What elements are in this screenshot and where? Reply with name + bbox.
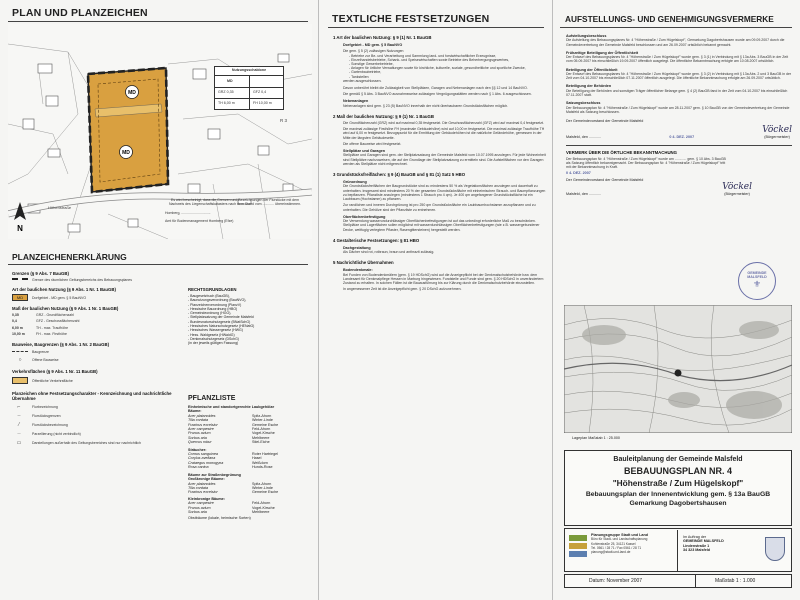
s3-gruen: Grünordnung (343, 180, 367, 185)
legend-symbol-icon: ▭ (16, 440, 22, 447)
s1-list-item: - Betriebe zur Be- und Verarbeitung und Sammlung land- und forstwirtschaftlicher Erzeugnisse, (349, 53, 497, 58)
plant-german: Weißdorn (252, 460, 268, 465)
s2-p4: Stellplätze und Garagen sind gem. der Stellplatzsatzung der Gemeinde Malsfeld vom 10.07.1995 anzulegen. Für jede Wohneinheit sind Stellplätze nachzuweisen, die auf der Grundlage der Stellplatzsatzung zu ermitteln sind. Die Aufstellflächen vor den Garagen werden als Stellplätze nicht mitgerechnet. (343, 153, 546, 166)
verfahren-block-title: Frühzeitige Beteiligung der Öffentlichkeit (566, 50, 639, 55)
s1-neben: Nebenanlagen (343, 99, 369, 104)
nach-label: Parzellierung (nicht verbindlich) (32, 432, 81, 437)
pflanz-intro: Einheimische und standortgerechte Laubgehölze (188, 405, 275, 409)
s1-p1: Davon unberührt bleibt die Zulässigkeit von Stellplätzen, Garagen und Nebenanlagen nach den §§ 12 und 14 BauNVO. (343, 86, 528, 91)
legend-bauweise-title: Bauweise, Baugrenzen (§ 9 Abs. 1 Nr. 2 BauGB) (12, 342, 110, 348)
rechts-item: - Hessisches Naturschutzgesetz (HENatG) (188, 324, 255, 329)
plant-german: Vogel-Kirsche (252, 505, 275, 510)
s1-list-item: Die gem. § 5 (2) zulässigen Nutzungen (343, 49, 404, 54)
legend-list: Grenzen (§ 9 Abs. 7 BauGB) Grenze des räumlichen Geltungsbereichs des Bebauungsplanes Art der baulichen Nutzung (§ 9 Abs. 1 Nr. 1 BauGB) MD Dorfgebiet - MD gem. § 5 BauNVO Maß der baulichen Nutzung (§ 9 Abs. 1 Nr. 1 BauGB) 0,35 GRZ - Grundflächenzahl 0,4 GFZ - Geschossflächenzahl 6,00 m TH - max. Traufhöhe 10,00 m FH - max. Firsthöhe Bauweise, Baugrenzen (§ 9 Abs. 1 Nr. 2 BauGB) Baugrenze ○ Offene Bauweise Verkehrsflächen (§ 9 Abs. 1 Nr. 11 BauGB) Öffentliche Verkehrsfläche Planzeichen ohne Festsetzungscharakter - Kennzeichnung und nachrichtliche Übernahme ⌐ Flurbezeichnung ┄ Flurstücksgrenzen ⁄ Flurstücksbezeichnung ┈ Parzellierung (nicht verbindlich) ▭ Darstellungen außerhalb des Geltungsbereiches sind nur nachrichtlich (12, 271, 172, 447)
festsetzungen (333, 32, 547, 292)
s3-ober: Oberflächenbefestigung (343, 214, 386, 219)
s1-p2: Die gemäß § 5 Abs. 3 BauNVO ausnahmsweise zulässigen Vergnügungsstätten werden nach § 1 Abs. 6 ausgeschlossen. (343, 92, 532, 97)
s5-p2: In angemessener Zeit ist die Anzeigepflicht gem. § 20 DSchG aufzunehmen. (343, 287, 462, 292)
footer-bar (564, 574, 792, 588)
plant-row (188, 465, 308, 469)
s1-list-item: - Anlagen für örtliche Verwaltungen sowie für kirchliche, kulturelle, soziale, gesundheitliche und sportliche Zwecke, (349, 66, 526, 71)
pflanz-klein-title: Kleinkronige Bäume: (188, 496, 225, 501)
plant-german: Feld-Ahorn (252, 427, 271, 432)
legend-art-text: Dorfgebiet - MD gem. § 5 BauNVO (32, 295, 87, 300)
plant-row (188, 440, 308, 444)
rechts-item: - Denkmalschutzgesetz (DSchG) (188, 336, 239, 341)
sign2-role: (Bürgermeister) (724, 192, 750, 197)
verfahren-block-text: Die Aufstellung des Bebauungsplanes Nr. 4 "Höhenstraße / Zum Hügelskopf", Gemarkung Dagobertshausen wurde am 09.09.2007 durch die Gemeindevertretung der Gemeinde Malsfeld beschlossen und am 26.09.2007 ortsüblich bekannt gemacht. (566, 38, 785, 47)
schablone-gfz: GFZ 0,4 (253, 90, 267, 94)
divider (566, 145, 792, 146)
plant-row (188, 490, 308, 494)
plant-german: Spitz-Ahorn (252, 413, 272, 418)
certification-text: Es wird bescheinigt, dass die Grenzen und Bezeichnungen der Flurstücke mit dem Nachweis des Liegenschaftskatasters nach dem Stand vom ............ übereinstimmen. (168, 198, 302, 207)
schablone-grz: GRZ 0,35 (218, 90, 234, 94)
auftrag-line: 34 323 Malsfeld (683, 548, 711, 553)
divider (8, 21, 308, 22)
office-line: Büro für Stadt- und Landschaftsplanung (591, 537, 648, 542)
rechts-heading: RECHTSGRUNDLAGEN (188, 287, 237, 292)
s2-title: 2 Maß der baulichen Nutzung: § 9 (1) Nr. 1 BauGB (333, 114, 434, 120)
sign1-org: Der Gemeindevorstand der Gemeinde Malsfeld (566, 119, 644, 124)
plant-german: Mehlbeere (252, 435, 270, 440)
plant-german: Roter Hartriegel (252, 452, 279, 457)
plant-german: Hasel (252, 456, 262, 461)
certification-block (165, 198, 305, 223)
verfahren-block-title: Beteiligung der Behörden (566, 84, 612, 89)
fold-line (318, 0, 319, 600)
mass-value: TH - max. Traufhöhe (36, 325, 69, 330)
office-logo (569, 535, 587, 557)
verfahren-block-text: Der Entwurf des Bebauungsplanes Nr. 4 "Höhenstraße / Zum Hügelskopf" wurde gem. § 3 (1) in Verbindung mit § 13a Abs. 3 BauGB in der Zeit vom 05.09.2007 bis einschließlich 19.09.2007 öffentlich ausgelegt. Die öffentliche Bekanntmachung erfolgte am 10.08.2007 ortsüblich. (566, 55, 789, 64)
official-seal: GEMEINDE MALSFELD ⚜ (738, 262, 776, 300)
plant-latin: Tilia cordata (188, 418, 209, 423)
plant-german: Gemeine Esche (252, 490, 279, 495)
office-block (564, 528, 792, 572)
mass-value: FH - max. Firsthöhe (36, 331, 67, 336)
nach-label: Flurstücksgrenzen (32, 414, 61, 419)
legend-heading: PLANZEICHENERKLÄRUNG (12, 252, 127, 262)
zone-label: MD (122, 150, 130, 156)
pflanz-straeucher-title: Sträucher: (188, 447, 207, 452)
plant-german: Winter-Linde (252, 418, 273, 423)
sign2-signature: Vöckel (722, 182, 752, 193)
massstab: Maßstab 1 : 1.000 (715, 578, 756, 584)
legend-verkehr-title: Verkehrsflächen (§ 9 Abs. 1 Nr. 11 BauGB) (12, 369, 98, 375)
legend-grenzen-text: Grenze des räumlichen Geltungsbereichs des Bebauungsplanes (32, 278, 133, 282)
s4-title: 4 Gestalterische Festsetzungen: § 81 HBO (333, 237, 420, 243)
amt-line: Amt für Bodenmanagement Homberg (Efze) (165, 218, 234, 223)
nach-label: Darstellungen außerhalb des Geltungsbereiches sind nur nachrichtlich (32, 441, 141, 446)
office-line: planung@stadt-und-land.de (591, 550, 631, 555)
office-line: Kohlenstraße 25, 34121 Kassel (591, 541, 636, 546)
plant-latin: Fraxinus excelsior (188, 490, 218, 495)
office-line: Tel. 0561 / 28 71 / Fax 0561 / 28 71 (591, 545, 642, 550)
s4-p1: Als Dächer sind rot, rotbraun, braun und anthrazit zulässig. (343, 250, 435, 255)
fold-line (552, 0, 553, 600)
datum: Datum: November 2007 (589, 578, 643, 584)
plant-latin: Quercus robur (188, 440, 212, 445)
homberg-line: Homberg, .............................. (165, 211, 211, 216)
legend-symbol-icon: ┄ (17, 413, 21, 420)
legend-mass-row (12, 326, 172, 330)
plant-latin: Acer campestre (188, 501, 214, 506)
auftrag-line: Im Auftrag der (683, 535, 707, 539)
legend-art-title: Art der baulichen Nutzung (§ 9 Abs. 1 Nr. 1 BauGB) (12, 287, 116, 293)
plant-latin: Acer platanoides (188, 481, 216, 486)
plant-latin: Acer platanoides (188, 413, 216, 418)
plant-german: Hunds-Rose (252, 465, 273, 470)
s4-dach: Dachgestaltung (343, 245, 371, 250)
s3-title: 3 Grundstücksfreiflächen: § 9 (4) BauGB und § 81 (1) Satz 5 HBO (333, 172, 466, 178)
title-l1: Bauleitplanung der Gemeinde Malsfeld (613, 456, 743, 463)
verfahren-block-title: Beteiligung der Öffentlichkeit (566, 67, 618, 72)
vermerk-text: Der Bebauungsplan Nr. 4 "Höhenstraße / Zum Hügelskopf" wurde am ............ gem. § 10 Abs. 3 BauGB als Satzung öffentlich bekanntgemacht. Der Bebauungsplan Nr. 4 "Höhenstraße / Zum Hügelskopf" tritt mit der Bekanntmachung in Kraft. (566, 156, 726, 170)
legend-symbol-icon: ┈ (17, 431, 21, 438)
text-heading: TEXTLICHE FESTSETZUNGEN (332, 13, 490, 25)
street-label: Höhenstraße (48, 205, 72, 210)
sign1-signature: Vöckel (762, 125, 792, 136)
legend-mass-title: Maß der baulichen Nutzung (§ 9 Abs. 1 Nr. 1 BauGB) (12, 306, 119, 312)
legend-mass-row (12, 319, 172, 323)
s2-p3: Die offene Bauweise wird festgesetzt. (343, 141, 402, 146)
rechts-item: - Hess. Waldgesetz (HWaldG) (188, 332, 235, 337)
divider (560, 27, 792, 28)
verfahren-block-text: Der Entwurf des Bebauungsplanes Nr. 4 "Höhenstraße / Zum Hügelskopf" wurde gem. § 3 (2) in Verbindung mit § 13a Abs. 2 und 3 BauGB in der Zeit vom 04.10.2007 bis einschließlich 07.11.2007 öffentlich ausgelegt. Die öffentliche Bekanntmachung erfolgte am 26.09.2007 ortsüblich. (566, 72, 792, 81)
legend-nach-row (12, 431, 172, 437)
plan-heading: PLAN UND PLANZEICHEN (12, 7, 148, 19)
municipal-crest-icon (765, 537, 785, 561)
s3-p1: Die Grundstücksfreiflächen der Baugrundstücke sind zu mindestens 50 % als Vegetationsflächen anzulegen und dauerhaft zu unterhalten. Insgesamt sind mindestens 20 % der gesamten Grundstücksfläche mit einheimischen Strauch- und Baumpflanzungen zu bepflanzen. Pflanzliste anzulegen (mindestens 1 Strauch pro 4 qm). Je 400 qm angefangener Grundstücksfläche ist ein Laubbaum (Hochstamm) zu pflanzen. (343, 184, 546, 202)
nach-label: Flurbezeichnung (32, 405, 58, 410)
legend-mass-row (12, 313, 172, 317)
plant-row (188, 510, 308, 514)
stamp-date-1: 0 4. DEZ. 2007 (669, 135, 695, 140)
sign1-role: (Bürgermeister) (764, 135, 790, 140)
stamp-date-2: 0 4. DEZ. 2007 (566, 171, 591, 176)
mass-key: 10,00 m (12, 331, 25, 336)
divider (328, 27, 544, 28)
schablone-title: Nutzungsschablone (231, 68, 267, 72)
auftrag-line: Lindenstraße 1 (683, 543, 710, 548)
rechts-item: - Stellplatzsatzung der Gemeinde Malsfeld (188, 315, 254, 320)
s2-stell: Stellplätze und Garagen (343, 149, 386, 154)
legend-nach-row (12, 440, 172, 446)
plant-german: Stiel-Eiche (252, 440, 270, 445)
plant-german: Spitz-Ahorn (252, 481, 272, 486)
plant-latin: Prunus avium (188, 505, 211, 510)
mass-key: 0,4 (12, 319, 17, 324)
pflanz-obst: Obstbäume (lokale, heimische Sorten) (188, 516, 251, 521)
pflanz-strassen-title: Bäume zur Straßenbegrünung (188, 472, 241, 477)
flur-label: R 3 (280, 118, 288, 123)
plant-latin: Rosa canina (188, 465, 209, 470)
nach-label: Flurstücksbezeichnung (32, 423, 68, 428)
s2-p2: Die maximal zulässige Firsthöhe FH (maximale Gebäudehöhe) wird auf 10,00 m festgesetzt. Die maximal zulässige Traufhöhe TH wird auf 6,00 m festgesetzt. Bezugspunkt für die Ermittlung der Gebäudehöhen ist die natürliche Geländehöhe, gemessen in der Mitte der längsten Gebäudeseite. (343, 127, 545, 140)
mass-value: GRZ - Grundflächenzahl (36, 313, 74, 318)
legend-nach-title: Planzeichen ohne Festsetzungscharakter - Kennzeichnung und nachrichtliche Übernahme (12, 391, 172, 402)
rechts-item: - Bundesnaturschutzgesetz (BNatSchG) (188, 319, 251, 324)
legend-nach-row (12, 422, 172, 428)
verfahren-block-title: Satzungsbeschluss (566, 101, 601, 106)
s1-list-item: - Einzelhandelsbetriebe, Schank- und Speisewirtschaften sowie Betriebe des Beherbergungsgewerbes, (349, 57, 510, 62)
s2-p1: Die Grundflächenzahl (GRZ) wird auf maximal 0,35 festgesetzt. Die Geschossflächenzahl (GFZ) wird auf maximal 0,4 festgesetzt. (343, 121, 544, 126)
plant-german: Gemeine Esche (252, 422, 279, 427)
verfahren-block (566, 34, 792, 47)
legend-grenzen-title: Grenzen (§ 9 Abs. 7 BauGB) (12, 271, 69, 276)
auftrag-line: GEMEINDE MALSFELD (683, 539, 724, 544)
s1-list-item: - Sonstige Gewerbebetriebe, (349, 62, 394, 67)
mass-key: 6,00 m (12, 325, 23, 330)
title-l4: Bebauungsplan der Innenentwicklung gem. § 13a BauGB (585, 491, 771, 498)
location-map (564, 305, 792, 433)
north-label: N (17, 224, 23, 233)
pflanz-gross-title: Großkronige Bäume: (188, 477, 225, 482)
mass-key: 0,35 (12, 313, 19, 318)
plant-german: Winter-Linde (252, 485, 273, 490)
plant-latin: Corylus avellana (188, 456, 216, 461)
s1-list-item: - Gartenbaubetriebe, (349, 70, 382, 75)
lageplan-caption: Lageplan Maßstab 1 : 25.000 (572, 436, 620, 440)
pflanzliste (188, 395, 308, 521)
schablone-md: MD (227, 79, 233, 83)
sign2-org: Der Gemeindevorstand der Gemeinde Malsfeld (566, 177, 644, 182)
s5-title: 5 Nachrichtliche Übernahmen (333, 260, 394, 266)
rechts-item: - Hessisches Wassergesetz (HWG) (188, 328, 243, 333)
legend-symbol-icon: ⌐ (17, 404, 21, 411)
legend-baugrenze: Baugrenze (32, 350, 49, 355)
s1-list-item: - Tankstellen (349, 74, 369, 79)
verfahren-heading: AUFSTELLUNGS- UND GENEHMIGUNGSVERMERKE (565, 14, 774, 24)
plant-latin: Tilia cordata (188, 485, 209, 490)
rechts-item: - Gemeindeordnung (HGO), (188, 311, 232, 316)
plant-german: Feld-Ahorn (252, 501, 271, 506)
verfahren-block-text: Die Beteiligung der Behörden und sonstigen Träger öffentlicher Belange gem. § 4 (2) BauGB fand in der Zeit vom 04.10.2007 bis einschließlich 07.11.2007 statt. (566, 88, 788, 98)
verfahren-block-title: Aufstellungsbeschluss (566, 34, 607, 38)
s3-p3: Die Verwendung wasserundurchlässiger Oberflächenbefestigungen ist auf das unbedingt erforderliche Maß zu beschränken. Stellplätze und Lagerflächen sollen möglichst mit wasserdurchlässigen Oberflächenbefestigungen (wie z.B. wassergebundener Decke, weitfugig verlegtem Pflaster, Rasengittersteinen) hergestellt werden. (343, 219, 540, 232)
title-block (564, 450, 792, 526)
plant-latin: Crataegus monogyna (188, 460, 224, 465)
title-l5: Gemarkung Dagobertshausen (629, 500, 727, 507)
rechts-item: - Hessische Bauordnung (HBO) (188, 306, 238, 311)
s1-sub: Dorfgebiet - MD gem. § 5 BauNVO (343, 43, 403, 47)
plant-latin: Cornus sanguinea (188, 452, 218, 457)
verfahren-block (566, 101, 792, 114)
plant-latin: Sorbus aria (188, 509, 207, 514)
legend-verkehr-text: Öffentliche Verkehrsfläche (32, 378, 73, 383)
vermerk-title: VERMERK ÜBER DIE ÖRTLICHE BEKANNTMACHUNG (566, 149, 678, 155)
s1-list-item: werden ausgeschlossen. (343, 78, 382, 83)
legend-nach-row (12, 413, 172, 419)
plant-german: Vogel-Kirsche (252, 431, 275, 436)
verfahren-block (566, 68, 792, 81)
sign1-place: Malsfeld, den ............ (566, 135, 602, 140)
nutzungsschablone (214, 66, 284, 110)
plant-latin: Acer campestre (188, 427, 214, 432)
plant-latin: Sorbus aria (188, 435, 207, 440)
title-l3: "Höhenstraße / Zum Hügelskopf" (612, 478, 744, 488)
schablone-fh: FH 10,00 m (253, 101, 272, 105)
verfahren-block (566, 84, 792, 97)
rechts-item: - Baugesetzbuch (BauGB), (188, 294, 230, 298)
s1-p3: Nebenanlagen sind gem. § 23 (5) BauNVO innerhalb der nicht überbaubaren Grundstücksflächen möglich. (343, 103, 509, 108)
rechts-item: - Planzeichenverordnung (PlanzV) (188, 302, 242, 307)
divider (8, 264, 308, 265)
plant-latin: Prunus avium (188, 431, 211, 436)
verfahren-block-text: Der Bebauungsplan Nr. 4 "Höhenstraße / Zum Hügelskopf" wurde am 28.11.2007 gem. § 10 BauGB von der Gemeindevertretung der Gemeinde Malsfeld als Satzung beschlossen. (566, 105, 790, 114)
pflanz-baeume-title: Bäume: (188, 409, 202, 414)
plant-latin: Fraxinus excelsior (188, 422, 218, 427)
rechtsgrundlagen (188, 284, 308, 346)
s5-p1: Bei Funden von Bodendenkmälern (gem. § 19 HDSchG) wird auf die Anzeigepflicht bei der Denkmalschutzbehörde bzw. dem Landesamt für Denkmalpflege Hessen in Marburg hingewiesen. Fundstelle und Funde sind gem. § 20 HDSchG in unverändertem Zustand zu erhalten. In solchen Fällen ist die Bauausführung bis zur Klärung durch die Denkmalschutzbehörde einzustellen. (343, 272, 544, 286)
s1-title: 1 Art der baulichen Nutzung: § 9 (1) Nr. 1 BauGB (333, 35, 432, 40)
seal-text: GEMEINDE MALSFELD (747, 271, 767, 279)
verfahrensvermerke (566, 30, 792, 197)
legend-symbol-icon: ⁄ (18, 422, 20, 429)
zone-label: MD (128, 90, 136, 96)
schablone-th: TH 6,00 m (218, 101, 235, 105)
plant-german: Mehlbeere (252, 509, 270, 514)
office-name: Planungsgruppe Stadt und Land (591, 533, 648, 537)
legend-offene: Offene Bauweise (32, 358, 59, 363)
sign2-place: Malsfeld, den ............ (566, 192, 602, 197)
verfahren-block (566, 51, 792, 64)
pflanz-heading: PFLANZLISTE (188, 395, 236, 402)
title-l2: BEBAUUNGSPLAN NR. 4 (623, 466, 732, 476)
rechts-item: - Baunutzungsverordnung (BauNVO), (188, 298, 247, 303)
legend-mass-row (12, 332, 172, 336)
s5-boden: Bodendenkmale: (343, 268, 373, 273)
mass-value: GFZ - Geschossflächenzahl (36, 319, 80, 324)
legend-nach-row (12, 404, 172, 410)
s3-p2: Zur randlichen und inneren Durchgrünung ist pro 250 qm Grundstücksfläche ein Laubbaumhochstamm anzupflanzen und zu unterhalten. Die Gehölze sind der Pflanzliste zu entnehmen. (343, 203, 536, 212)
rechts-item: (in der jeweils gültigen Fassung) (188, 341, 239, 346)
